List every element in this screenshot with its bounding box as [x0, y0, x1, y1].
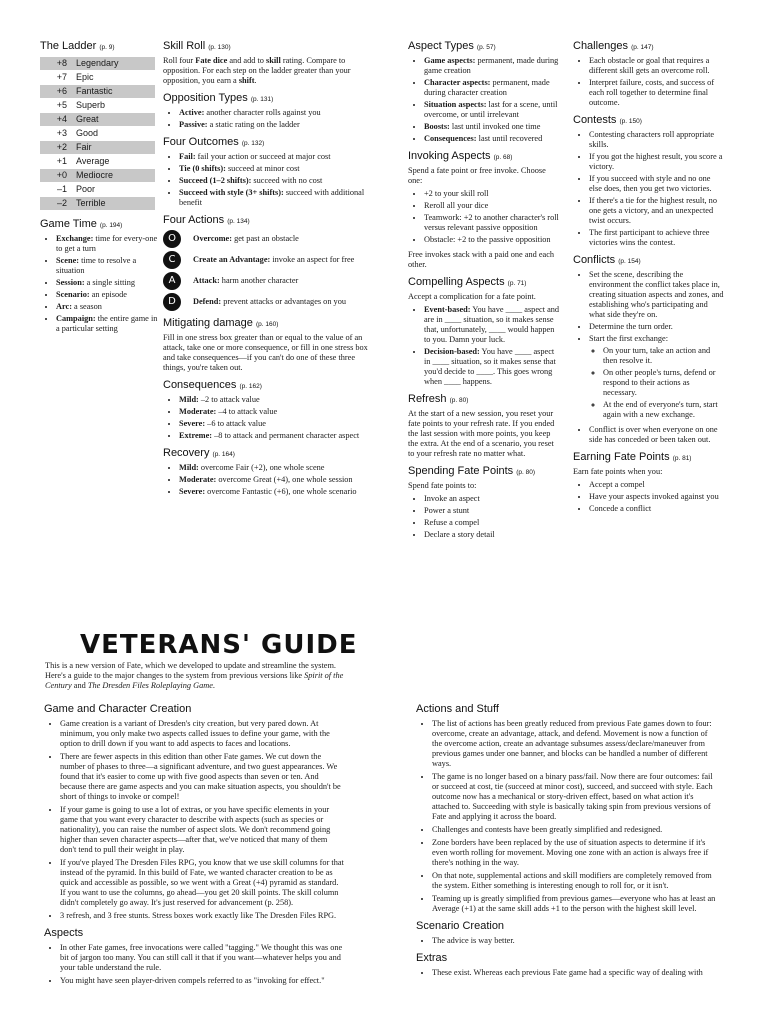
mitigating-text: Fill in one stress box greater than or equal to the value of an attack, take one or more consequence, or fill in one stress box and take consequences—if you can't do one of these three things, you're taken out.	[163, 333, 368, 372]
list-item: • Have your aspects invoked against you	[589, 492, 725, 502]
veterans-left-column	[44, 703, 344, 992]
list-item: • Mild: overcome Fair (+2), one whole scene	[179, 463, 371, 473]
aspect-types-section	[408, 40, 560, 144]
list-item: • If you got the highest result, you score a victory.	[589, 152, 725, 172]
action-text: Attack: harm another character	[193, 276, 299, 285]
list-item: • Refuse a compel	[424, 518, 560, 528]
list-item: • Teamwork: +2 to another character's roll versus relevant passive opposition	[424, 213, 560, 233]
list-item: • Exchange: time for every-one to get a turn	[56, 234, 158, 254]
list-item: • If you've played The Dresden Files RPG, you know that we use skill columns for that instead of the pyramid. In this build of Fate, we wanted character creation to be as quick and accessible as possible, so we went with a Great (+4) pyramid as standard. If you want to use the columns, go ahead—you get 20 skill points. The skill column didn't completely go away. It's just reserved for advancement (p. 258).	[60, 858, 344, 908]
ladder-section	[40, 40, 158, 210]
action-icon: D	[163, 293, 181, 311]
list-item: • +2 to your skill roll	[424, 189, 560, 199]
list-item: ◦ On your turn, take an action and then resolve it.	[603, 346, 725, 366]
earning-heading: Earning Fate Points (p. 81)	[573, 451, 692, 463]
ladder-label: Good	[73, 127, 155, 141]
list-item: • Session: a single sitting	[56, 278, 158, 288]
conflicts-list	[573, 270, 725, 445]
actions-stuff-heading: Actions and Stuff	[416, 703, 499, 715]
recovery-list	[163, 463, 371, 497]
ladder-row	[40, 127, 155, 141]
list-item: • Succeed with style (3+ shifts): succeed with additional benefit	[179, 188, 371, 208]
game-time-list	[40, 234, 158, 334]
list-item: • The list of actions has been greatly reduced from previous Fate games down to four: overcome, create an advantage, attack, and defend. Movement is now a function of the overcome action, create an advantage subsumes assess/declare/maneuver from previous games under one banner, and blocks can be handled a number of different ways.	[432, 719, 718, 769]
list-item: • Declare a story detail	[424, 530, 560, 540]
refresh-text: At the start of a new session, you reset your fate points to your refresh rate. If you ended the last session with more points, you keep the extra. At the end of a scenario, you reset to your refresh rate no matter what.	[408, 409, 555, 458]
veterans-right-column	[416, 703, 718, 984]
list-item: • There are fewer aspects in this edition than other Fate games. We cut down the number of phases to three—a significant adventure, and two guest appearances. We found that it's easier to come up with five good aspects than seven or ten. And because there are game aspects and you can make situation aspects, you shouldn't be short of things to invoke or compel!	[60, 752, 344, 802]
ladder-label: Great	[73, 113, 155, 127]
list-item: • Consequences: last until recovered	[424, 134, 560, 144]
skill-roll-section	[163, 40, 371, 86]
extras-section	[416, 952, 718, 978]
outcomes-section	[163, 136, 371, 208]
list-item: • Severe: overcome Fantastic (+6), one whole scenario	[179, 487, 371, 497]
column-1	[40, 40, 158, 340]
list-item: • Each obstacle or goal that requires a different skill gets an overcome roll.	[589, 56, 725, 76]
list-item: • Moderate: –4 to attack value	[179, 407, 371, 417]
compelling-heading: Compelling Aspects (p. 71)	[408, 276, 527, 288]
list-item: • If your game is going to use a lot of extras, or you have specific elements in your game that you want every character to describe with aspects (such as species or nationality), you can raise the number of aspect slots. We don't recommend going higher than seven character aspects—after that, we've noticed that many of them don't tend to pull their weight in play.	[60, 805, 344, 855]
ladder-label: Terrible	[73, 197, 155, 211]
aspects-section	[44, 927, 344, 986]
contests-heading: Contests (p. 150)	[573, 114, 642, 126]
refresh-heading: Refresh (p. 80)	[408, 393, 469, 405]
compelling-list	[408, 305, 560, 387]
list-item: • If you succeed with style and no one else does, then you get two victories.	[589, 174, 725, 194]
list-item: • Game creation is a variant of Dresden's city creation, but very pared down. At minimum, you only make two aspects called issues to define your game, with the option to drill down if you want to add aspects to faces and locations.	[60, 719, 344, 749]
list-item: • Scenario: an episode	[56, 290, 158, 300]
ladder-row	[40, 71, 155, 85]
invoking-outro: Free invokes stack with a paid one and each other.	[408, 250, 555, 269]
aspects-list	[44, 943, 344, 986]
compelling-section	[408, 276, 560, 387]
list-item: • Accept a compel	[589, 480, 725, 490]
opposition-heading: Opposition Types (p. 131)	[163, 92, 274, 104]
consequences-section	[163, 379, 371, 441]
list-item: • Contesting characters roll appropriate skills.	[589, 130, 725, 150]
list-item: • Zone borders have been replaced by the use of situation aspects to determine if it's even worth rolling for movement. Moving one zone with an action is always free if there's nothing in the way.	[432, 838, 718, 868]
recovery-section	[163, 447, 371, 497]
list-item: • Succeed (1–2 shifts): succeed with no cost	[179, 176, 371, 186]
ladder-label: Fair	[73, 141, 155, 155]
skill-roll-text: Roll four Fate dice and add to skill rating. Compare to opposition. For each step on the ladder greater than your opposition, you earn a shift.	[163, 56, 351, 85]
ladder-label: Average	[73, 155, 155, 169]
list-item: • 3 refresh, and 3 free stunts. Stress boxes work exactly like The Dresden Files RPG.	[60, 911, 344, 921]
recovery-heading: Recovery (p. 164)	[163, 447, 235, 459]
skill-roll-heading: Skill Roll (p. 130)	[163, 40, 231, 52]
ladder-value: +6	[40, 85, 73, 99]
scenario-section	[416, 920, 718, 946]
action-icon: C	[163, 251, 181, 269]
column-2	[163, 40, 371, 503]
action-item	[163, 272, 371, 290]
ladder-label: Superb	[73, 99, 155, 113]
list-item: • Passive: a static rating on the ladder	[179, 120, 371, 130]
list-item: • You might have seen player-driven compels referred to as "invoking for effect."	[60, 976, 344, 986]
list-item: • Severe: –6 to attack value	[179, 419, 371, 429]
list-item: • Challenges and contests have been greatly simplified and redesigned.	[432, 825, 718, 835]
ladder-row	[40, 183, 155, 197]
action-text: Create an Advantage: invoke an aspect for free	[193, 255, 355, 264]
list-item: • Set the scene, describing the environment the conflict takes place in, creating situation aspects and zones, and establishing who's participating and what side they're on.	[589, 270, 725, 320]
veterans-intro: This is a new version of Fate, which we developed to update and streamline the system. Here's a guide to the major changes to the system from previous versions like Spirit of the Century and The Dresden Files Roleplaying Game.	[45, 661, 344, 690]
ladder-value: +3	[40, 127, 73, 141]
ladder-value: +8	[40, 57, 73, 71]
list-item: • If there's a tie for the highest result, no one gets a victory, and an unexpected twist occurs.	[589, 196, 725, 226]
ladder-value: +1	[40, 155, 73, 169]
ladder-row	[40, 99, 155, 113]
compelling-intro: Accept a complication for a fate point.	[408, 292, 536, 301]
ladder-value: –2	[40, 197, 73, 211]
list-item: • Arc: a season	[56, 302, 158, 312]
list-item: • The game is no longer based on a binary pass/fail. Now there are four outcomes: fail or succeed at cost, tie (succeed at minor cost), succeed, and succeed with style. Each outcome now has a mechanical or story-driven effect, based on what action it's attached to. Succeeding with style is basically taking spin from previous versions of Fate and applying it across the board.	[432, 772, 718, 822]
action-item	[163, 251, 371, 269]
aspect-types-list	[408, 56, 560, 144]
challenges-list	[573, 56, 725, 108]
list-item: • Interpret failure, costs, and success of each roll together to determine final outcome.	[589, 78, 725, 108]
ladder-value: +0	[40, 169, 73, 183]
game-char-list	[44, 719, 344, 921]
contests-list	[573, 130, 725, 248]
list-item: • Power a stunt	[424, 506, 560, 516]
ladder-row	[40, 197, 155, 211]
actions-section	[163, 214, 371, 311]
extras-list	[416, 968, 718, 978]
opposition-list	[163, 108, 371, 130]
list-item: • Concede a conflict	[589, 504, 725, 514]
consequences-list	[163, 395, 371, 441]
actions-stuff-section	[416, 703, 718, 914]
list-item: • Decision-based: You have ____ aspect in ____ situation, so it makes sense that you'd decide to ____. This goes wrong when ____ happens.	[424, 347, 560, 387]
action-icon: O	[163, 230, 181, 248]
action-text: Overcome: get past an obstacle	[193, 234, 299, 243]
ladder-label: Poor	[73, 183, 155, 197]
ladder-row	[40, 113, 155, 127]
mitigating-section	[163, 317, 371, 373]
earning-list	[573, 480, 725, 514]
column-4	[573, 40, 725, 520]
action-item	[163, 230, 371, 248]
ladder-row	[40, 169, 155, 183]
game-char-heading: Game and Character Creation	[44, 703, 192, 715]
list-item: • The first participant to achieve three victories wins the contest.	[589, 228, 725, 248]
ladder-value: –1	[40, 183, 73, 197]
list-item: • Start the first exchange: ◦ On your turn, take an action and then resolve it. ◦ On other people's turns, defend or respond to their actions as necessary. ◦ At the end of everyone's turn, start again with a new exchange.	[589, 334, 725, 420]
ladder-value: +5	[40, 99, 73, 113]
spending-section	[408, 465, 560, 540]
list-item: ◦ On other people's turns, defend or respond to their actions as necessary.	[603, 368, 725, 398]
refresh-section	[408, 393, 560, 459]
game-time-heading: Game Time (p. 194)	[40, 218, 123, 230]
earning-intro: Earn fate points when you:	[573, 467, 663, 476]
game-char-section	[44, 703, 344, 921]
ladder-row	[40, 141, 155, 155]
list-item: • Determine the turn order.	[589, 322, 725, 332]
list-item: • Game aspects: permanent, made during game creation	[424, 56, 560, 76]
extras-heading: Extras	[416, 952, 448, 964]
challenges-heading: Challenges (p. 147)	[573, 40, 654, 52]
column-3	[408, 40, 560, 546]
contests-section	[573, 114, 725, 248]
ladder-value: +4	[40, 113, 73, 127]
ladder-label: Legendary	[73, 57, 155, 71]
action-icon: A	[163, 272, 181, 290]
invoking-heading: Invoking Aspects (p. 68)	[408, 150, 513, 162]
ladder-label: Mediocre	[73, 169, 155, 183]
ladder-label: Epic	[73, 71, 155, 85]
earning-section	[573, 451, 725, 514]
consequences-heading: Consequences (p. 162)	[163, 379, 262, 391]
spending-list	[408, 494, 560, 540]
list-item: ◦ At the end of everyone's turn, start again with a new exchange.	[603, 400, 725, 420]
ladder-label: Fantastic	[73, 85, 155, 99]
list-item: • Extreme: –8 to attack and permanent character aspect	[179, 431, 371, 441]
mitigating-heading: Mitigating damage (p. 160)	[163, 317, 279, 329]
list-item: • Event-based: You have ____ aspect and are in ____ situation, so it makes sense that, unfortunately, ____ would happen to you. Damn your luck.	[424, 305, 560, 345]
list-item: • Conflict is over when everyone on one side has conceded or been taken out.	[589, 425, 725, 445]
invoking-list	[408, 189, 560, 245]
scenario-list	[416, 936, 718, 946]
conflicts-section	[573, 254, 725, 445]
list-item: • Active: another character rolls against you	[179, 108, 371, 118]
game-time-section	[40, 218, 158, 334]
list-item: • Fail: fail your action or succeed at major cost	[179, 152, 371, 162]
actions-list	[163, 230, 371, 311]
aspect-types-heading: Aspect Types (p. 57)	[408, 40, 496, 52]
invoking-intro: Spend a fate point or free invoke. Choose one:	[408, 166, 546, 185]
ladder-table	[40, 56, 155, 210]
veterans-guide-title: VETERANS' GUIDE	[80, 630, 358, 660]
actions-stuff-list	[416, 719, 718, 914]
conflicts-sublist	[589, 346, 725, 420]
spending-heading: Spending Fate Points (p. 80)	[408, 465, 536, 477]
ladder-value: +7	[40, 71, 73, 85]
list-item: • Moderate: overcome Great (+4), one whole session	[179, 475, 371, 485]
list-item: • Invoke an aspect	[424, 494, 560, 504]
spending-intro: Spend fate points to:	[408, 481, 477, 490]
ladder-value: +2	[40, 141, 73, 155]
ladder-row	[40, 155, 155, 169]
list-item: • The advice is way better.	[432, 936, 718, 946]
list-item: • Scene: time to resolve a situation	[56, 256, 158, 276]
invoking-section	[408, 150, 560, 270]
aspects-heading: Aspects	[44, 927, 84, 939]
outcomes-heading: Four Outcomes (p. 132)	[163, 136, 265, 148]
list-item: • Character aspects: permanent, made during character creation	[424, 78, 560, 98]
actions-heading: Four Actions (p. 134)	[163, 214, 250, 226]
conflicts-heading: Conflicts (p. 154)	[573, 254, 641, 266]
list-item: • On that note, supplemental actions and skill modifiers are completely removed from the system. Either something is interesting enough to roll for, or it isn't.	[432, 871, 718, 891]
scenario-heading: Scenario Creation	[416, 920, 505, 932]
list-item: • Obstacle: +2 to the passive opposition	[424, 235, 560, 245]
list-item: • Campaign: the entire game in a particular setting	[56, 314, 158, 334]
action-text: Defend: prevent attacks or advantages on you	[193, 297, 346, 306]
outcomes-list	[163, 152, 371, 208]
ladder-row	[40, 57, 155, 71]
action-item	[163, 293, 371, 311]
list-item: • Boosts: last until invoked one time	[424, 122, 560, 132]
list-item: • Tie (0 shifts): succeed at minor cost	[179, 164, 371, 174]
list-item: • Reroll all your dice	[424, 201, 560, 211]
challenges-section	[573, 40, 725, 108]
ladder-row	[40, 85, 155, 99]
ladder-heading: The Ladder (p. 9)	[40, 40, 115, 52]
list-item: • These exist. Whereas each previous Fate game had a specific way of dealing with	[432, 968, 718, 978]
list-item: • Situation aspects: last for a scene, until overcome, or until irrelevant	[424, 100, 560, 120]
list-item: • Teaming up is greatly simplified from previous games—everyone who has at least an Average (+1) at the same skill adds +1 to the person with the highest skill level.	[432, 894, 718, 914]
list-item: • Mild: –2 to attack value	[179, 395, 371, 405]
list-item: • In other Fate games, free invocations were called "tagging." We thought this was one bit of jargon too many. You can still call it that if you want—whatever helps you and your table understand the rule.	[60, 943, 344, 973]
opposition-section	[163, 92, 371, 130]
